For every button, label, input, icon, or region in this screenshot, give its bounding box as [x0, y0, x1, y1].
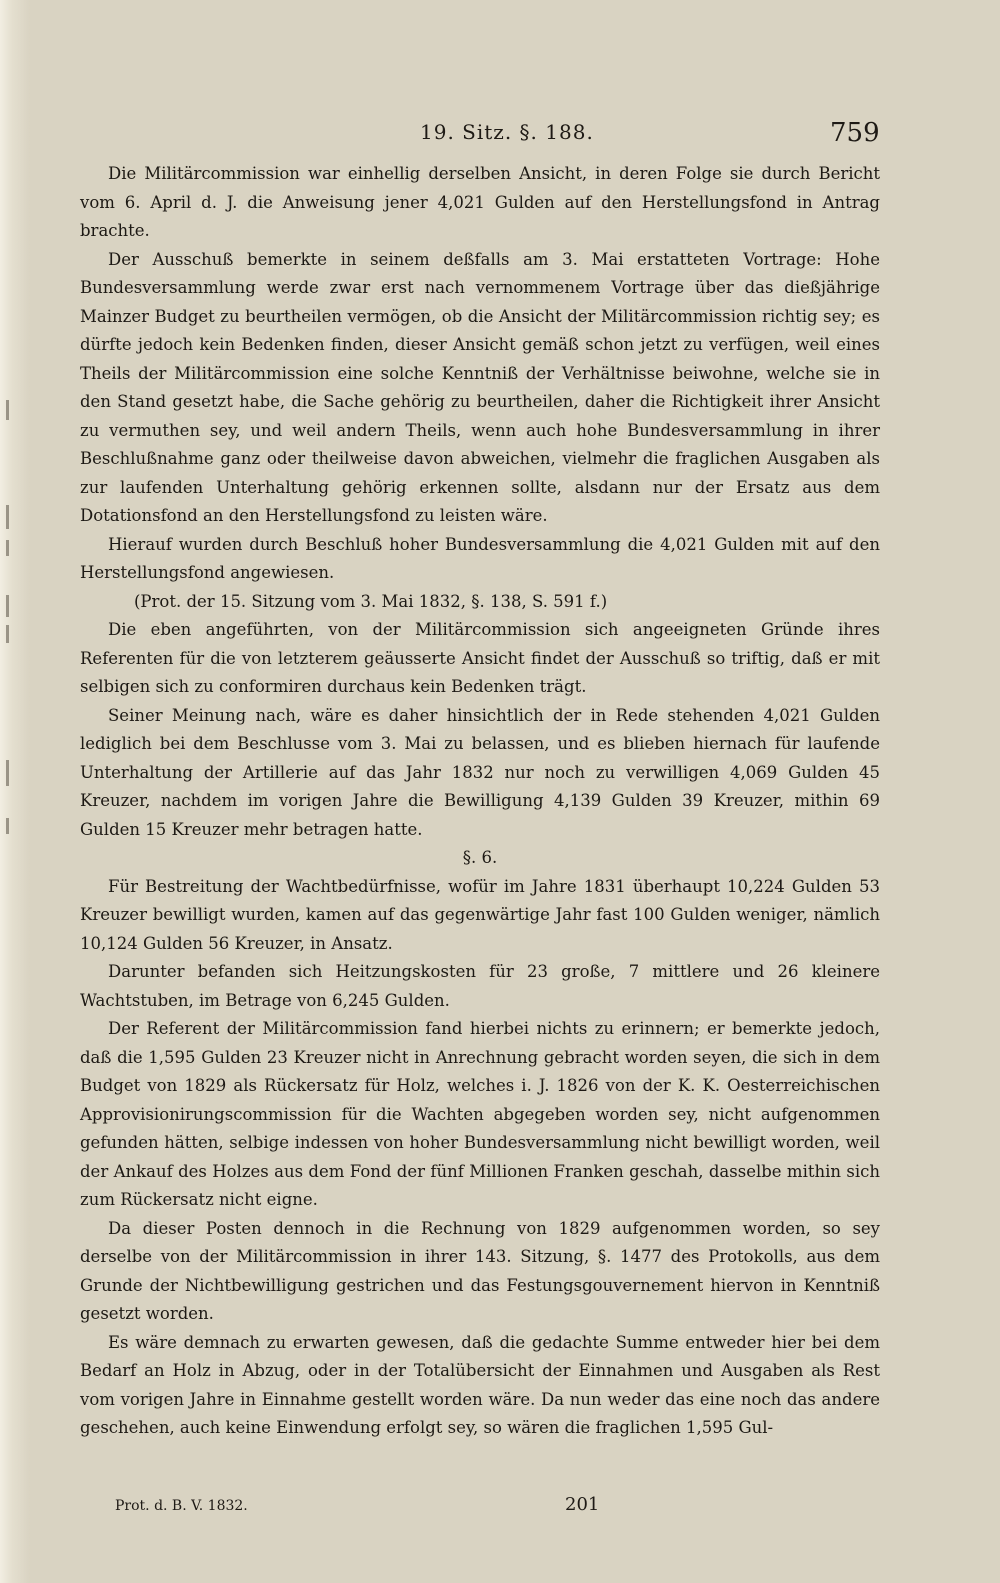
paragraph: Der Referent der Militärcommission fand hierbei nichts zu erinnern; er bemerkte jedoch, daß die 1,595 Gulden 23 Kreuzer nicht in Anrechnung gebracht worden seyen, die sich in dem Budget von 1829 als Rückersatz für Holz, welches i. J. 1826 von der K. K. Oesterreichischen Approvisionirungscommission für die Wachten abgegeben worden sey, nicht aufgenommen gefunden hätten, selbige indessen von hoher Bundesversammlung nicht bewilligt worden, weil der Ankauf des Holzes aus dem Fond der fünf Millionen Franken geschah, dasselbe mithin sich zum Rückersatz nicht eigne.: [80, 1019, 880, 1209]
paragraph: Die Militärcommission war einhellig derselben Ansicht, in deren Folge sie durch Bericht vom 6. April d. J. die Anweisung jener 4,021 Gulden auf den Herstellungsfond in Antrag brachte.: [80, 164, 880, 240]
page-edge: [0, 0, 30, 1583]
paragraph: Da dieser Posten dennoch in die Rechnung von 1829 aufgenommen worden, so sey derselbe von der Militärcommission in ihrer 143. Sitzung, §. 1477 des Protokolls, aus dem Grunde der Nichtbewilligung gestrichen und das Festungsgouvernement hiervon in Kenntniß gesetzt worden.: [80, 1218, 880, 1323]
running-head: 19. Sitz. §. 188.: [420, 120, 594, 144]
paragraph: Der Ausschuß bemerkte in seinem deßfalls am 3. Mai erstatteten Vortrage: Hohe Bundesversammlung werde zwar erst nach vernommenem Vortrage über das dießjährige Mainzer Budget zu beurtheilen vermögen, ob die Ansicht der Militärcommission richtig sey; es dürfte jedoch kein Bedenken finden, dieser Ansicht gemäß schon jetzt zu verfügen, weil eines Theils der Militärcommission eine solche Kenntniß der Verhältnisse beiwohne, welche sie in den Stand gesetzt habe, die Sache gehörig zu beurtheilen, daher die Richtigkeit ihrer Ansicht zu vermuthen sey, und weil andern Theils, wenn auch hohe Bundesversammlung in ihrer Beschlußnahme ganz oder theilweise davon abweichen, vielmehr die fraglichen Ausgaben als zur laufenden Unterhaltung gehörig erkennen sollte, alsdann nur der Ersatz aus dem Dotationsfond an den Herstellungsfond zu leisten wäre.: [80, 249, 880, 525]
page-header: [0, 120, 1000, 160]
paragraph: Seiner Meinung nach, wäre es daher hinsichtlich der in Rede stehenden 4,021 Gulden lediglich bei dem Beschlusse vom 3. Mai zu belassen, und es blieben hiernach für laufende Unterhaltung der Artillerie auf das Jahr 1832 nur noch zu verwilligen 4,069 Gulden 45 Kreuzer, nachdem im vorigen Jahre die Bewilligung 4,139 Gulden 39 Kreuzer, mithin 69 Gulden 15 Kreuzer mehr betragen hatte.: [80, 705, 880, 839]
page-footer: [115, 1494, 885, 1528]
section-heading: §. 6.: [462, 848, 498, 867]
sheet-number: 201: [565, 1494, 600, 1515]
paragraph: Für Bestreitung der Wachtbedürfnisse, wofür im Jahre 1831 überhaupt 10,224 Gulden 53 Kreuzer bewilligt wurden, kamen auf das gegenwärtige Jahr fast 100 Gulden weniger, nämlich 10,124 Gulden 56 Kreuzer, in Ansatz.: [80, 876, 880, 953]
signature-mark: Prot. d. B. V. 1832.: [115, 1498, 248, 1514]
protocol-reference: (Prot. der 15. Sitzung vom 3. Mai 1832, §. 138, S. 591 f.): [134, 591, 608, 611]
page-number: 759: [830, 118, 880, 148]
body-text: [80, 160, 880, 1443]
paragraph: Es wäre demnach zu erwarten gewesen, daß die gedachte Summe entweder hier bei dem Bedarf an Holz in Abzug, oder in der Totalübersicht der Einnahmen und Ausgaben als Rest vom vorigen Jahre in Einnahme gestellt worden wäre. Da nun weder das eine noch das andere geschehen, auch keine Einwendung erfolgt sey, so wären die fraglichen 1,595 Gul-: [80, 1332, 880, 1437]
paragraph: Darunter befanden sich Heitzungskosten für 23 große, 7 mittlere und 26 kleinere Wachtstuben, im Betrage von 6,245 Gulden.: [80, 962, 880, 1010]
paragraph: Die eben angeführten, von der Militärcommission sich angeeigneten Gründe ihres Referenten für die von letzterem geäusserte Ansicht findet der Ausschuß so triftig, daß er mit selbigen sich zu conformiren durchaus kein Bedenken trägt.: [80, 620, 880, 696]
paragraph: Hierauf wurden durch Beschluß hoher Bundesversammlung die 4,021 Gulden mit auf den Herstellungsfond angewiesen.: [80, 534, 880, 582]
